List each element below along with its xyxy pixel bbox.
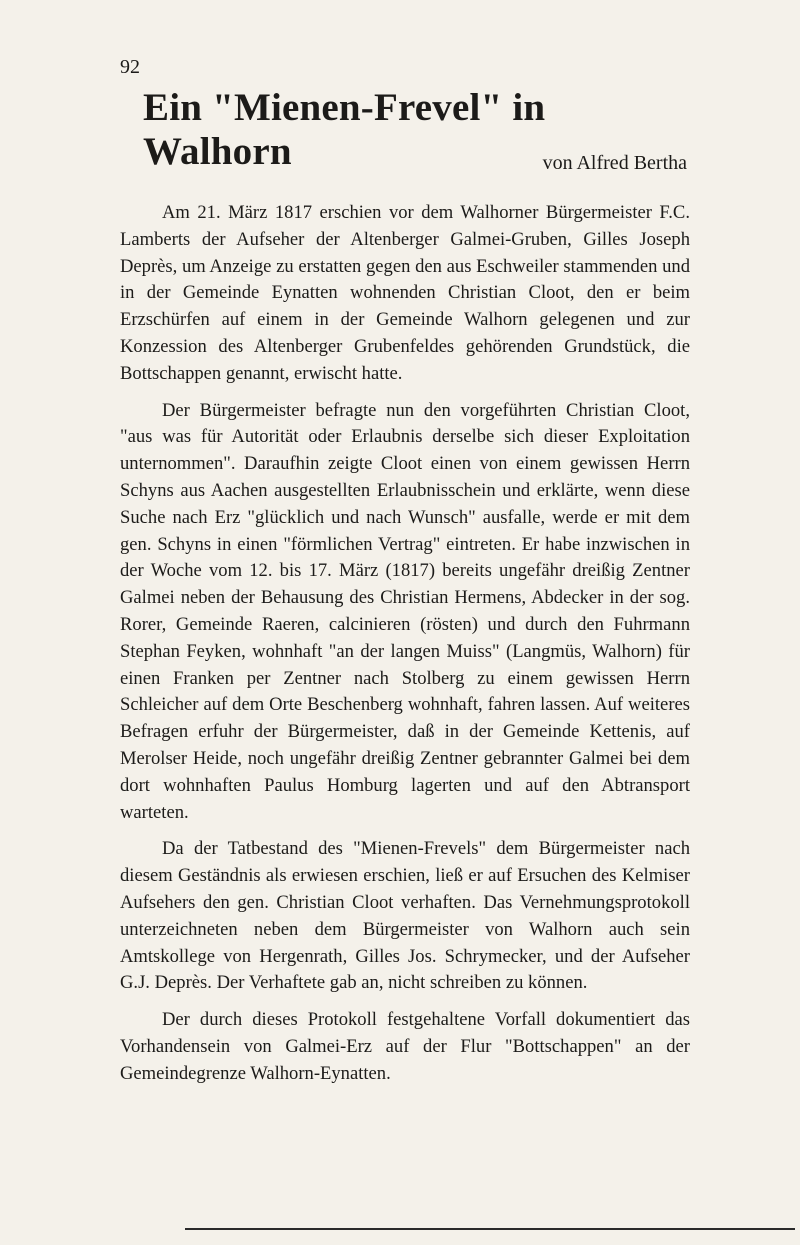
bottom-rule <box>185 1228 795 1230</box>
article-body <box>120 200 690 1098</box>
paragraph-1: Am 21. März 1817 erschien vor dem Walhorner Bürgermeister F.C. Lamberts der Aufseher der Altenberger Galmei-Gruben, Gilles Joseph Deprès, um Anzeige zu erstatten gegen den aus Eschweiler stammenden und in der Gemeinde Eynatten wohnenden Christian Cloot, den er beim Erzschürfen auf einem in der Gemeinde Walhorn gelegenen und zur Konzession des Altenberger Grubenfeldes gehörenden Grundstück, die Bottschappen genannt, erwischt hatte. <box>120 202 690 384</box>
paragraph-4: Der durch dieses Protokoll festgehaltene Vorfall dokumentiert das Vorhandensein von Galmei-Erz auf der Flur "Bottschappen" an der Gemeindegrenze Walhorn-Eynatten. <box>120 1009 690 1084</box>
paragraph-3: Da der Tatbestand des "Mienen-Frevels" dem Bürgermeister nach diesem Geständnis als erwiesen erschien, ließ er auf Ersuchen des Kelmiser Aufsehers den gen. Christian Cloot verhaften. Das Vernehmungsprotokoll unterzeichneten neben dem Bürgermeister von Walhorn auch sein Amtskollege von Hergenrath, Gilles Jos. Schrymecker, und der Aufseher G.J. Deprès. Der Verhaftete gab an, nicht schreiben zu können. <box>120 838 690 994</box>
page-number: 92 <box>120 56 140 78</box>
paragraph-2: Der Bürgermeister befragte nun den vorgeführten Christian Cloot, "aus was für Autorität oder Erlaubnis derselbe sich dieser Exploitation unternommen". Daraufhin zeigte Cloot einen von einem gewissen Herrn Schyns aus Aachen ausgestellten Erlaubnisschein und erklärte, wenn diese Suche nach Erz "glücklich und nach Wunsch" ausfalle, werde er mit dem gen. Schyns in einen "förmlichen Vertrag" eintreten. Er habe inzwischen in der Woche vom 12. bis 17. März (1817) bereits ungefähr dreißig Zentner Galmei neben der Behausung des Christian Hermens, Abdecker in der sog. Rorer, Gemeinde Raeren, calcinieren (rösten) und durch den Fuhrmann Stephan Feyken, wohnhaft "an der langen Muiss" (Langmüs, Walhorn) für einen Franken per Zentner nach Stolberg zu einem gewissen Herrn Schleicher auf dem Orte Beschenberg wohnhaft, fahren lassen. Auf weiteres Befragen erfuhr der Bürgermeister, daß in der Gemeinde Kettenis, auf Merolser Heide, noch ungefähr dreißig Zentner gebrannter Galmei bei dem dort wohnhaften Paulus Homburg lagerten und auf den Abtransport warteten. <box>120 399 690 823</box>
article-title: Ein "Mienen-Frevel" in Walhorn <box>143 86 546 173</box>
article-author: von Alfred Bertha <box>542 152 687 174</box>
